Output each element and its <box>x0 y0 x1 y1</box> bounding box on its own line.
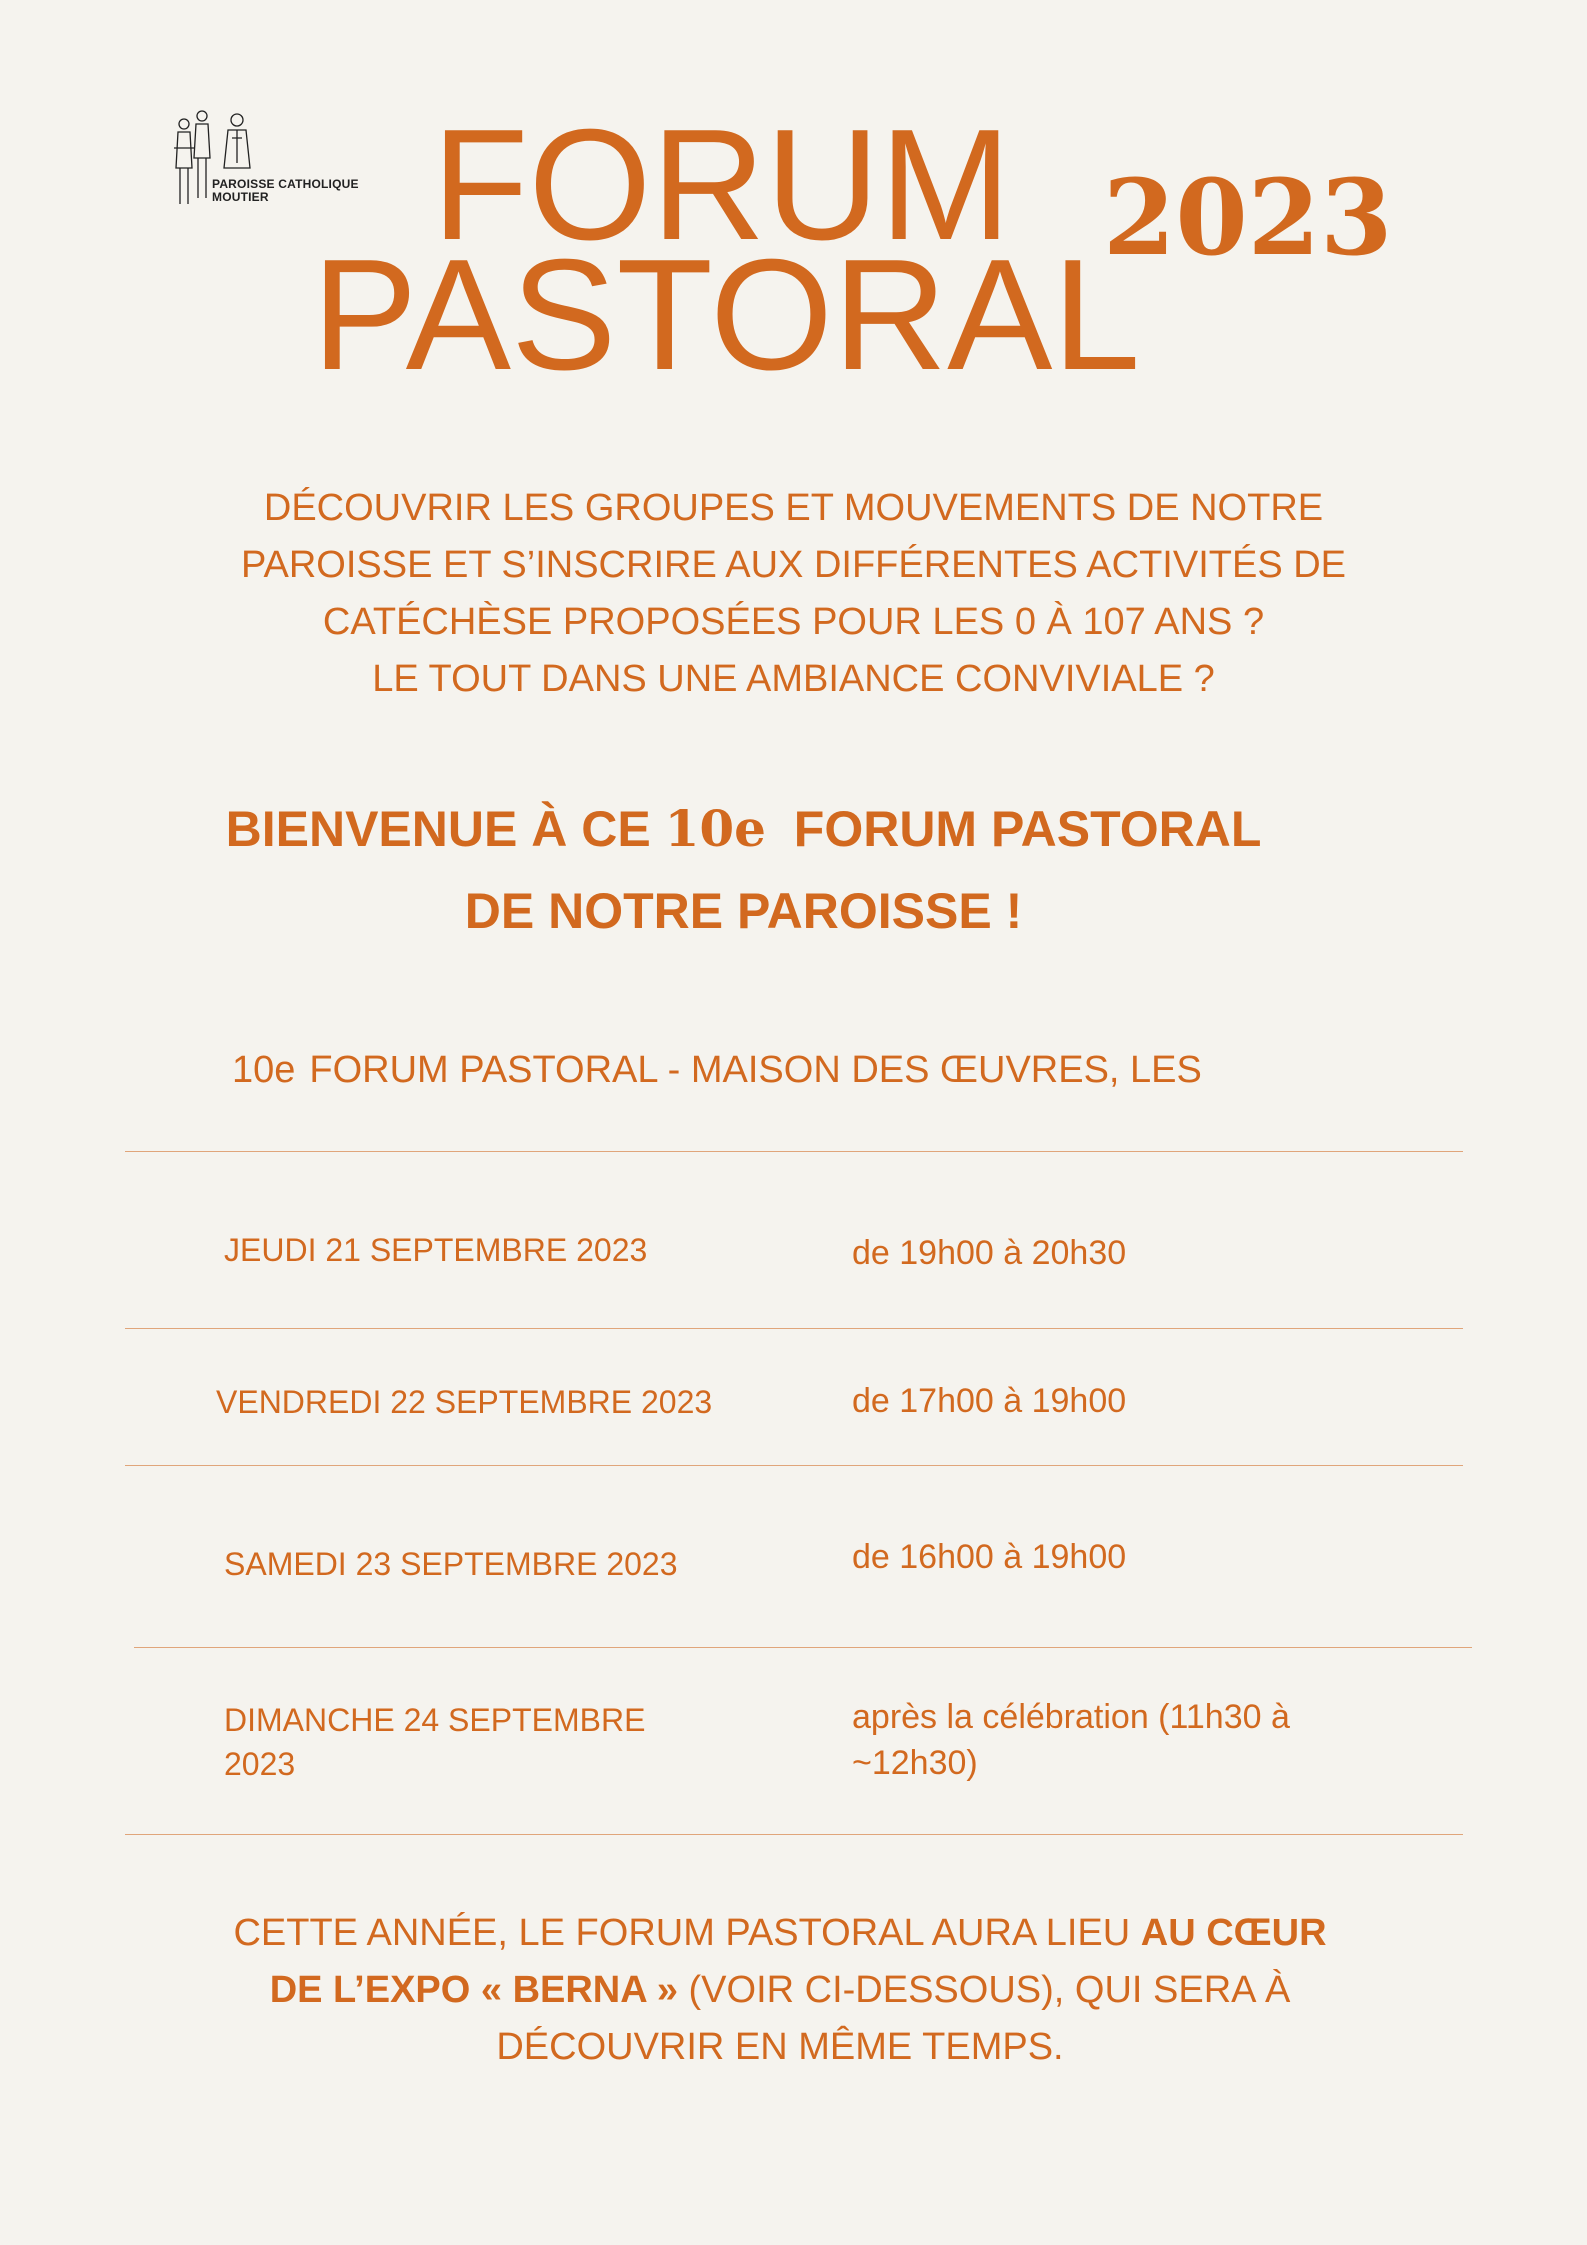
schedule-day-line: 2023 <box>224 1746 296 1782</box>
edition-number: 10e <box>664 799 766 858</box>
welcome-line2: DE NOTRE PAROISSE ! <box>464 883 1023 939</box>
closing-line3: DÉCOUVRIR EN MÊME TEMPS. <box>496 2026 1064 2068</box>
schedule-time-line: après la célébration (11h30 à <box>852 1698 1290 1736</box>
title-pastoral: PASTORAL <box>312 227 1141 403</box>
intro-paragraph <box>100 480 1487 708</box>
welcome-text: BIENVENUE À CE <box>225 801 665 857</box>
closing-text: (VOIR CI-DESSOUS), QUI SERA À <box>677 1969 1291 2011</box>
closing-emphasis: DE L’EXPO « BERNA » <box>269 1969 678 2011</box>
schedule-time <box>852 1694 1290 1786</box>
title-forum: FORUM <box>432 97 1012 273</box>
welcome-text: FORUM PASTORAL <box>766 801 1262 857</box>
saints-illustration-icon <box>172 108 212 208</box>
divider <box>134 1647 1472 1648</box>
closing-paragraph <box>120 1905 1440 2076</box>
schedule-time: de 19h00 à 20h30 <box>852 1234 1127 1272</box>
welcome-line1 <box>100 788 1387 870</box>
logo-line1: PAROISSE CATHOLIQUE <box>212 177 359 191</box>
schedule-day <box>224 1698 645 1786</box>
title-year: 2023 <box>1103 156 1393 279</box>
parish-logo <box>172 108 382 213</box>
welcome-heading <box>100 788 1387 952</box>
intro-line: CATÉCHÈSE PROPOSÉES POUR LES 0 À 107 ANS ? <box>322 601 1265 643</box>
schedule-time: de 17h00 à 19h00 <box>852 1382 1127 1420</box>
divider <box>125 1465 1463 1466</box>
closing-line1 <box>120 1905 1440 1962</box>
closing-text: CETTE ANNÉE, LE FORUM PASTORAL AURA LIEU <box>233 1912 1141 1954</box>
saint-figure-icon <box>212 108 262 178</box>
intro-line: PAROISSE ET S’INSCRIRE AUX DIFFÉRENTES ACTIVITÉS DE <box>240 544 1347 586</box>
schedule-time: de 16h00 à 19h00 <box>852 1538 1127 1576</box>
divider <box>125 1834 1463 1835</box>
schedule-day: SAMEDI 23 SEPTEMBRE 2023 <box>224 1546 678 1582</box>
schedule-time-line: ~12h30) <box>852 1744 978 1782</box>
divider <box>125 1328 1463 1329</box>
intro-line: DÉCOUVRIR LES GROUPES ET MOUVEMENTS DE NOTRE <box>263 487 1324 529</box>
divider <box>125 1151 1463 1152</box>
logo-line2: MOUTIER <box>212 190 269 204</box>
venue-line <box>232 1045 1202 1095</box>
intro-line: LE TOUT DANS UNE AMBIANCE CONVIVIALE ? <box>372 658 1215 700</box>
schedule-day: VENDREDI 22 SEPTEMBRE 2023 <box>216 1384 713 1420</box>
venue-edition-number: 10e <box>232 1049 296 1091</box>
closing-emphasis: AU CŒUR <box>1140 1912 1327 1954</box>
schedule-day: JEUDI 21 SEPTEMBRE 2023 <box>224 1232 648 1268</box>
closing-line2 <box>120 1962 1440 2019</box>
schedule-day-line: DIMANCHE 24 SEPTEMBRE <box>224 1702 646 1738</box>
logo-label <box>212 178 359 204</box>
venue-text: FORUM PASTORAL - MAISON DES ŒUVRES, LES <box>309 1049 1202 1091</box>
